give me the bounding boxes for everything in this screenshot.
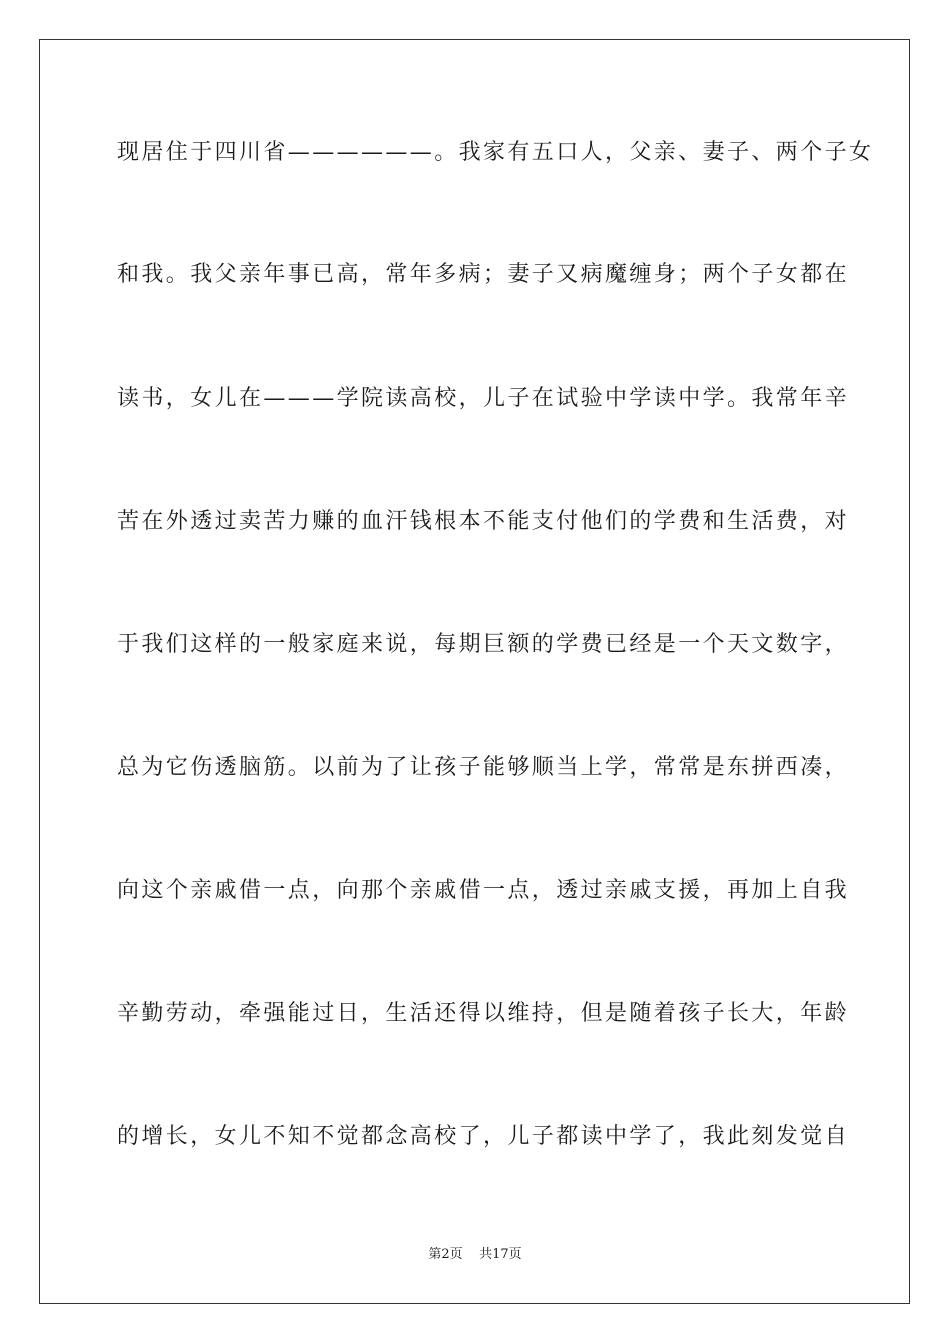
- text-line-7: 向这个亲戚借一点，向那个亲戚借一点，透过亲戚支援，再加上自我: [117, 878, 850, 903]
- page-number-current: 第2页: [428, 1247, 463, 1262]
- page-frame: [39, 39, 910, 1304]
- text-line-8: 辛勤劳动，牵强能过日，生活还得以维持，但是随着孩子长大，年龄: [117, 1001, 850, 1026]
- text-line-9: 的增长，女儿不知不觉都念高校了，儿子都读中学了，我此刻发觉自: [117, 1124, 850, 1149]
- text-line-4: 苦在外透过卖苦力赚的血汗钱根本不能支付他们的学费和生活费，对: [117, 509, 850, 534]
- page-footer: [0, 1246, 950, 1264]
- text-line-6: 总为它伤透脑筋。以前为了让孩子能够顺当上学，常常是东拼西凑，: [117, 755, 850, 780]
- page-number-total: 共17页: [479, 1247, 522, 1262]
- text-line-5: 于我们这样的一般家庭来说，每期巨额的学费已经是一个天文数字，: [117, 632, 850, 657]
- text-line-3: 读书，女儿在———学院读高校，儿子在试验中学读中学。我常年辛: [117, 386, 850, 411]
- text-line-2: 和我。我父亲年事已高，常年多病；妻子又病魔缠身；两个子女都在: [117, 262, 850, 287]
- text-line-1: 现居住于四川省——————。我家有五口人，父亲、妻子、两个子女: [117, 140, 874, 165]
